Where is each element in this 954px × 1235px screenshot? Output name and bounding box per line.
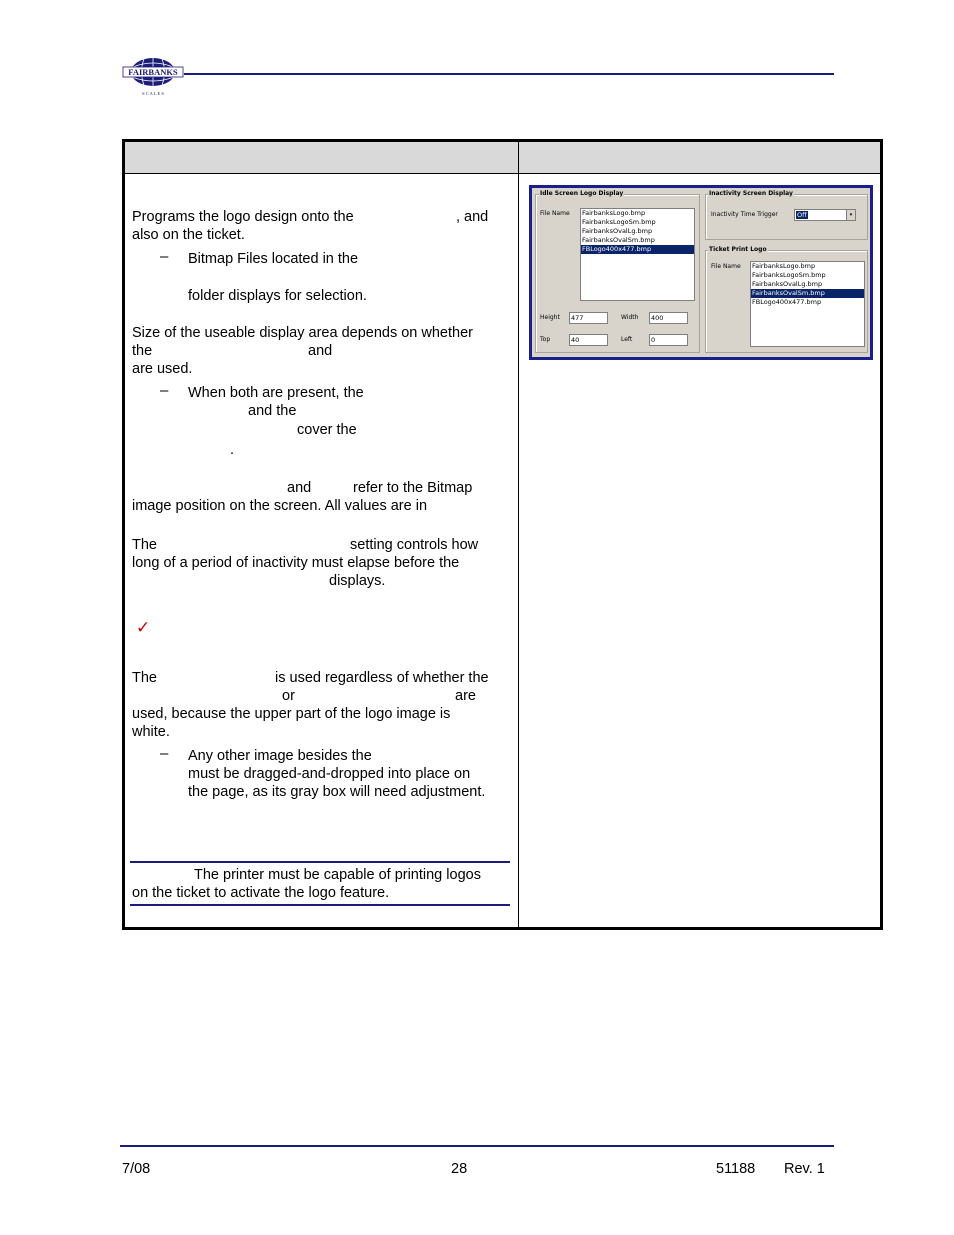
footer-revision: Rev. 1 bbox=[784, 1161, 825, 1177]
list-item[interactable]: FBLogo400x477.bmp bbox=[581, 245, 694, 254]
text-line: long of a period of inactivity must elapse before the bbox=[132, 555, 460, 571]
list-item[interactable]: FairbanksLogoSm.bmp bbox=[752, 271, 826, 279]
text-line: , and bbox=[456, 209, 489, 225]
text-line: Bitmap Files located in the bbox=[188, 251, 359, 267]
list-item[interactable]: FairbanksLogo.bmp bbox=[752, 262, 816, 270]
text-line: folder displays for selection. bbox=[188, 288, 367, 304]
list-item[interactable]: FairbanksOvalLg.bmp bbox=[752, 280, 823, 288]
width-label: Width bbox=[621, 314, 639, 321]
fairbanks-logo bbox=[122, 55, 184, 97]
dropdown-arrow-icon: ▾ bbox=[846, 210, 855, 220]
text-line: are bbox=[455, 688, 476, 704]
ticket-file-name-label: File Name bbox=[711, 263, 741, 270]
text-line: Size of the useable display area depends on whether bbox=[132, 325, 473, 341]
header-rule bbox=[184, 73, 834, 75]
inactivity-title: Inactivity Screen Display bbox=[709, 190, 793, 197]
text-line: and the bbox=[248, 403, 297, 419]
footer-page-number: 28 bbox=[451, 1161, 468, 1177]
top-input[interactable]: 40 bbox=[569, 334, 608, 346]
list-item[interactable]: FairbanksLogoSm.bmp bbox=[582, 218, 656, 226]
text-line: The bbox=[132, 537, 157, 553]
top-label: Top bbox=[540, 336, 551, 343]
text-line: displays. bbox=[329, 573, 386, 589]
left-label: Left bbox=[621, 336, 633, 343]
inactivity-trigger-select[interactable] bbox=[794, 209, 856, 221]
inactivity-trigger-label: Inactivity Time Trigger bbox=[711, 211, 778, 218]
text-line: the page, as its gray box will need adjustment. bbox=[188, 784, 486, 800]
checkmark-icon: ✓ bbox=[136, 618, 151, 637]
text-line: The bbox=[132, 670, 157, 686]
text-line: When both are present, the bbox=[188, 385, 364, 401]
footer-rule bbox=[120, 1145, 834, 1147]
idle-file-list[interactable] bbox=[580, 208, 695, 301]
note-bottom-rule bbox=[130, 904, 510, 906]
logo-settings-screenshot bbox=[529, 185, 873, 360]
list-item[interactable]: FBLogo400x477.bmp bbox=[752, 298, 822, 306]
text-line: . bbox=[230, 442, 235, 458]
inactivity-trigger-value: Off bbox=[797, 211, 807, 219]
list-item[interactable]: FairbanksOvalSm.bmp bbox=[751, 289, 864, 298]
left-input[interactable]: 0 bbox=[649, 334, 688, 346]
height-input[interactable]: 477 bbox=[569, 312, 608, 324]
svg-text:S C A L E S: S C A L E S bbox=[142, 91, 164, 96]
file-name-label: File Name bbox=[540, 210, 570, 217]
text-line: image position on the screen. All values are in bbox=[132, 498, 428, 514]
idle-screen-title: Idle Screen Logo Display bbox=[540, 190, 624, 197]
text-line: also on the ticket. bbox=[132, 227, 245, 243]
svg-text:FAIRBANKS: FAIRBANKS bbox=[128, 67, 178, 77]
height-label: Height bbox=[540, 314, 560, 321]
ticket-file-list[interactable] bbox=[750, 261, 865, 347]
note-text: The printer must be capable of printing logos bbox=[194, 867, 481, 883]
text-line: is used regardless of whether the bbox=[275, 670, 489, 686]
bullet-dash: – bbox=[160, 745, 169, 762]
text-line: used, because the upper part of the logo image is bbox=[132, 706, 451, 722]
text-line: must be dragged-and-dropped into place on bbox=[188, 766, 471, 782]
bullet-dash: – bbox=[160, 248, 169, 265]
list-item[interactable]: FairbanksOvalLg.bmp bbox=[582, 227, 653, 235]
list-item[interactable]: FairbanksOvalSm.bmp bbox=[582, 236, 655, 244]
bullet-dash: – bbox=[160, 382, 169, 399]
column-divider bbox=[518, 142, 519, 927]
text-line: and bbox=[287, 480, 312, 496]
text-line: white. bbox=[132, 724, 170, 740]
text-line: or bbox=[282, 688, 295, 704]
note-top-rule bbox=[130, 861, 510, 863]
table-header-row bbox=[125, 142, 880, 174]
note-text: on the ticket to activate the logo feature. bbox=[132, 885, 390, 901]
text-line: refer to the Bitmap bbox=[353, 480, 473, 496]
text-line: are used. bbox=[132, 361, 193, 377]
footer-doc-number: 51188 bbox=[716, 1161, 756, 1177]
text-line: Any other image besides the bbox=[188, 748, 372, 764]
text-line: cover the bbox=[297, 422, 357, 438]
list-item[interactable]: FairbanksLogo.bmp bbox=[582, 209, 646, 217]
footer-date: 7/08 bbox=[122, 1161, 151, 1177]
text-line: and bbox=[308, 343, 333, 359]
ticket-print-title: Ticket Print Logo bbox=[709, 246, 767, 253]
text-line: setting controls how bbox=[350, 537, 479, 553]
text-line: the bbox=[132, 343, 153, 359]
text-line: Programs the logo design onto the bbox=[132, 209, 354, 225]
width-input[interactable]: 400 bbox=[649, 312, 688, 324]
